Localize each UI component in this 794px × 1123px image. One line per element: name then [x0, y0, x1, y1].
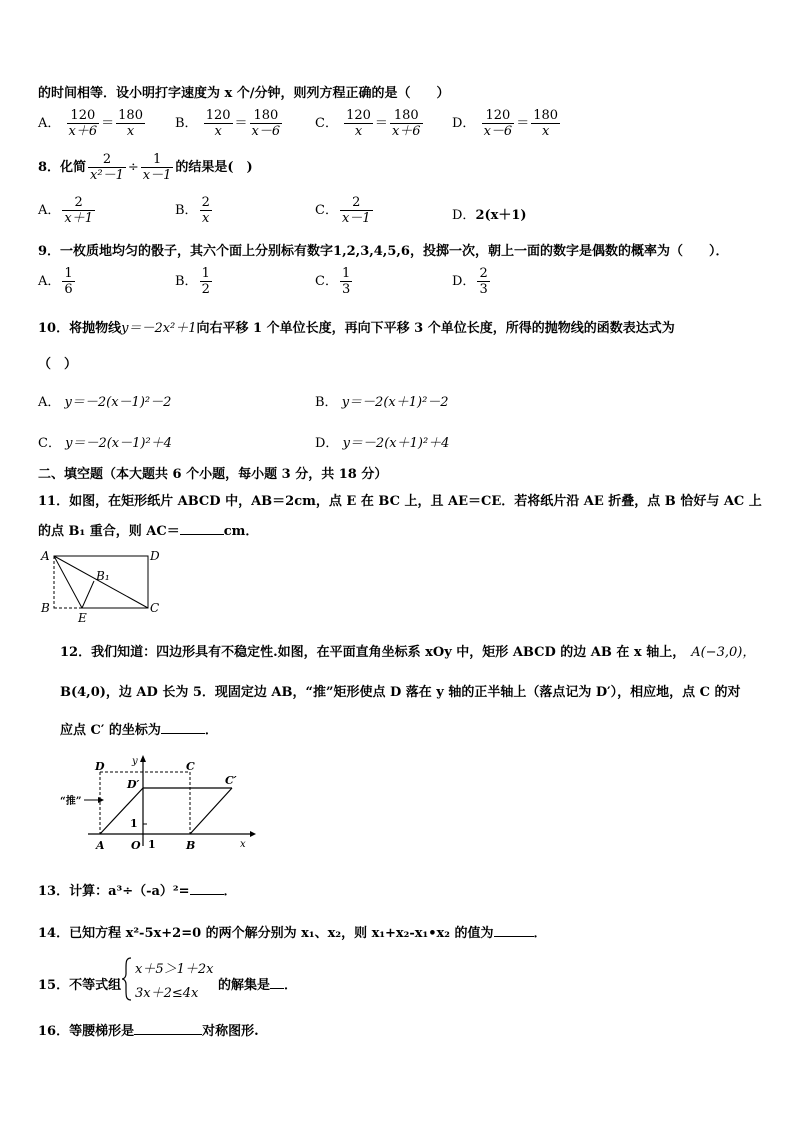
q10-paren: （ ）: [38, 357, 78, 372]
q13: 13．计算：a³÷（-a）²= ．: [38, 884, 237, 899]
brace-icon: [120, 956, 134, 1002]
q8-option-c: C． $\frac{2}{x-1}$: [315, 195, 371, 226]
q9-option-b: B． $\frac{1}{2}$: [175, 266, 210, 297]
q12-figure: [60, 752, 260, 852]
q8-option-a: A． $\frac{2}{x+1}$: [38, 195, 93, 226]
q8-stem: 8．化简 $\frac{2}{\text{x²－1}}$ ÷ $\frac{1}{x-1}$ 的结果是( ): [38, 152, 253, 183]
q10-option-b: B． y＝－2(x＋1)²－2: [315, 395, 449, 410]
q10-option-d: D． y＝－2(x＋1)²＋4: [315, 436, 450, 451]
label-a: A: [96, 839, 105, 852]
label-d-prime: D′: [127, 778, 140, 791]
q14: 14．已知方程 x²-5x+2=0 的两个解分别为 x₁、x₂，则 x₁+x₂-x₁•x₂ 的值为 ．: [38, 926, 547, 941]
q9-stem: 9．一枚质地均匀的骰子，其六个面上分别标有数字1,2,3,4,5,6，投掷一次，朝上一面的数字是偶数的概率为（ ）．: [38, 244, 729, 259]
push-arrow-icon: [98, 797, 104, 803]
x-arrow-icon: [250, 831, 256, 837]
label-d: D: [95, 760, 105, 773]
answer-blank[interactable]: [190, 894, 224, 895]
q10-option-a: A． y＝－2(x－1)²－2: [38, 395, 172, 410]
section-heading: 二、填空题（本大题共 6 个小题，每小题 3 分，共 18 分）: [38, 467, 388, 482]
label-c-prime: C′: [225, 774, 237, 787]
q12-line2: B(4,0)，边 AD 长为 5．现固定边 AB，“推”矩形使点 D 落在 y 轴的正半轴上（落点记为 D′），相应地，点 C 的对: [60, 685, 741, 700]
q11-line1: 11．如图，在矩形纸片 ABCD 中，AB＝2cm，点 E 在 BC 上，且 AE＝CE．若将纸片沿 AE 折叠，点 B 恰好与 AC 上: [38, 494, 762, 509]
label-d: D: [150, 549, 160, 563]
answer-blank[interactable]: [134, 1034, 202, 1035]
q9-option-d: D． $\frac{2}{3}$: [452, 266, 488, 297]
q16: 16．等腰梯形是 对称图形.: [38, 1024, 259, 1039]
q8-option-d: D．2(x＋1): [452, 208, 527, 223]
q7-option-d: D． $\frac{120}{x-6}$ ＝ $\frac{180}{x}$: [452, 108, 559, 139]
q7-option-c: C． $\frac{120}{x}$ ＝ $\frac{180}{x+6}$: [315, 108, 421, 139]
q10-stem: 10．将抛物线y＝－2x²＋1向右平移 1 个单位长度，再向下平移 3 个单位长度，所得的抛物线的函数表达式为: [38, 321, 675, 336]
q7-option-b: B． $\frac{120}{x}$ ＝ $\frac{180}{x-6}$: [175, 108, 281, 139]
label-b: B: [41, 601, 50, 615]
q12-line3: 应点 C′ 的坐标为 ．: [60, 723, 218, 738]
answer-blank[interactable]: [494, 936, 534, 937]
label-o: O: [131, 839, 141, 852]
q15-post: 的解集是 ．: [218, 978, 298, 993]
answer-blank[interactable]: [180, 534, 224, 535]
label-a: A: [41, 549, 50, 563]
q7-stem: 的时间相等．设小明打字速度为 x 个/分钟，则列方程正确的是（ ）: [38, 86, 450, 101]
answer-blank[interactable]: [270, 988, 284, 989]
q15-pre: 15．不等式组: [38, 978, 122, 993]
label-c: C: [186, 760, 195, 773]
side-c2b: [190, 788, 232, 834]
q10-option-c: C． y＝－2(x－1)²＋4: [38, 436, 172, 451]
q9-option-c: C． $\frac{1}{3}$: [315, 266, 351, 297]
seg-eb1: [82, 581, 94, 608]
label-one-x: 1: [148, 838, 156, 851]
q12-line1: 12．我们知道：四边形具有不稳定性.如图，在平面直角坐标系 xOy 中，矩形 ABCD 的边 AB 在 x 轴上， A(−3,0)，: [60, 645, 756, 660]
q8-option-b: B． $\frac{2}{x}$: [175, 195, 210, 226]
label-x: x: [240, 839, 246, 850]
q9-option-a: A． $\frac{1}{6}$: [38, 266, 73, 297]
q15-ineq2: 3x＋2≤4x: [135, 986, 199, 1001]
q7-option-a: A． $\frac{120}{x+6}$ ＝ $\frac{180}{x}$: [38, 108, 143, 139]
q11-line2: 的点 B₁ 重合，则 AC＝ cm．: [38, 524, 259, 539]
label-y: y: [132, 756, 138, 767]
q15-ineq1: x＋5＞1＋2x: [135, 962, 214, 977]
label-b: B: [186, 839, 196, 852]
label-b1: B₁: [96, 569, 110, 583]
label-c: C: [150, 601, 160, 615]
label-one-y: 1: [130, 817, 138, 830]
answer-blank[interactable]: [161, 733, 205, 734]
q11-figure: [36, 546, 166, 624]
label-e: E: [78, 611, 87, 624]
y-arrow-icon: [140, 755, 146, 762]
label-push: “推”: [60, 796, 82, 807]
